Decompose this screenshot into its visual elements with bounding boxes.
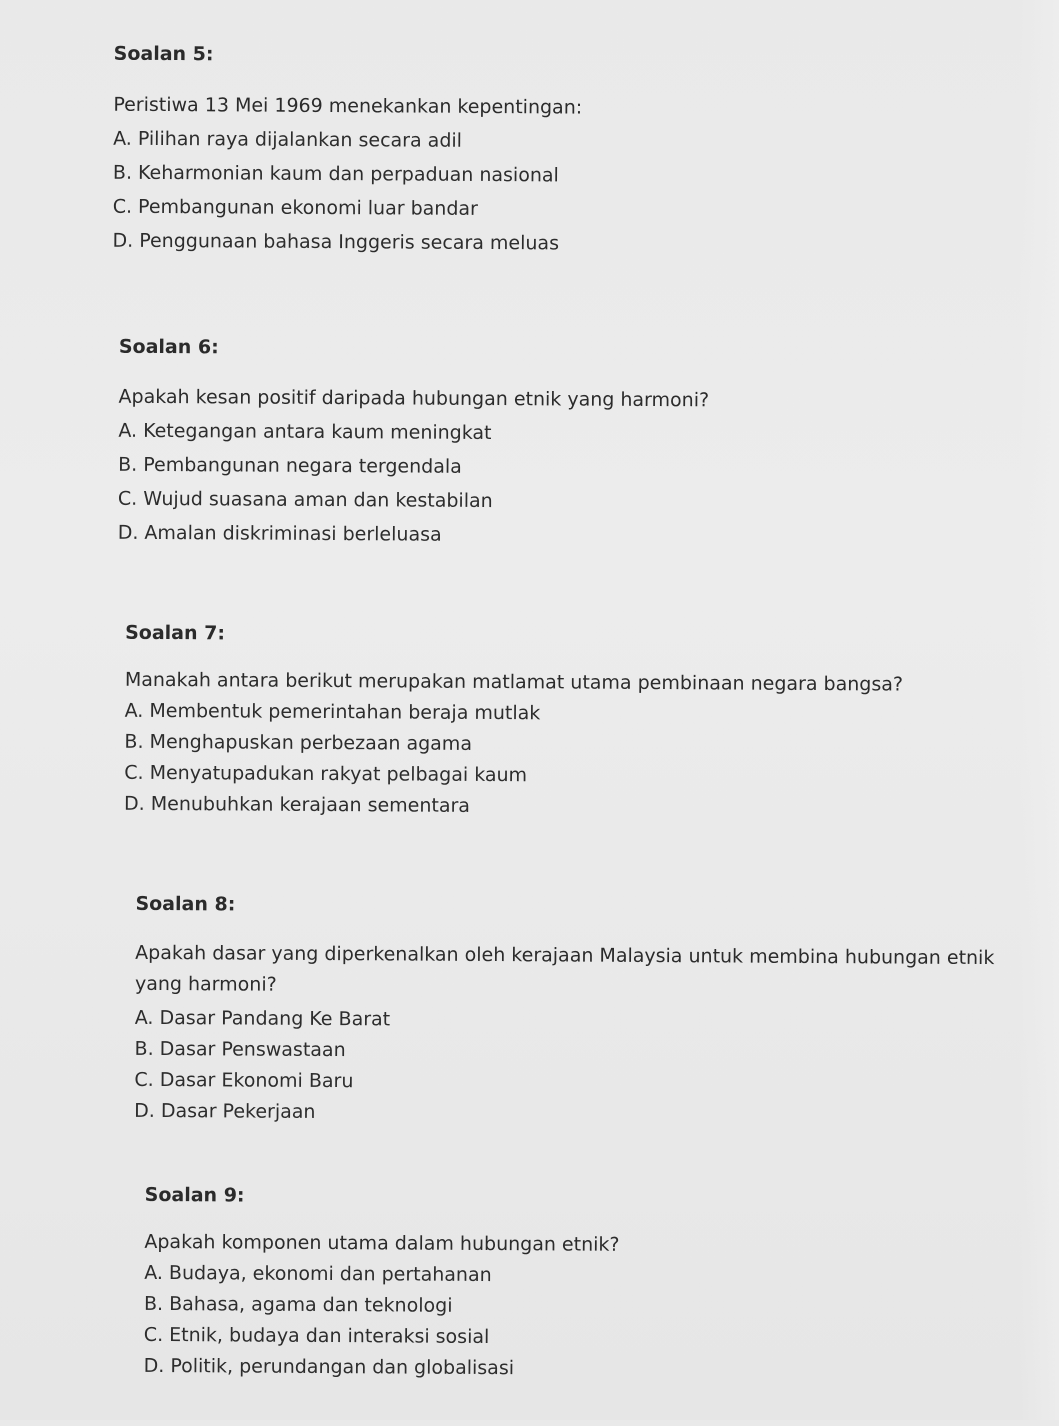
- option-c: C. Wujud suasana aman dan kestabilan: [117, 487, 493, 513]
- question-title: Soalan 6:: [118, 335, 219, 359]
- option-a: A. Dasar Pandang Ke Barat: [134, 1006, 391, 1031]
- question-text: Peristiwa 13 Mei 1969 menekankan kepentingan:: [113, 93, 583, 119]
- option-a: A. Ketegangan antara kaum meningkat: [118, 419, 492, 445]
- question-title: Soalan 8:: [135, 892, 236, 916]
- question-9: [144, 1184, 620, 1380]
- question-title: Soalan 5:: [113, 42, 214, 66]
- option-c: C. Pembangunan ekonomi luar bandar: [112, 195, 478, 220]
- question-6: [118, 336, 710, 548]
- option-b: B. Dasar Penswastaan: [134, 1037, 346, 1062]
- question-text: Apakah dasar yang diperkenalkan oleh kerajaan Malaysia untuk membina hubungan etnik yang harmoni?: [134, 941, 995, 996]
- option-b: B. Keharmonian kaum dan perpaduan nasional: [112, 161, 559, 187]
- page-edge-shading: [1019, 0, 1059, 1420]
- option-a: A. Membentuk pemerintahan beraja mutlak: [124, 699, 541, 725]
- option-d: D. Politik, perundangan dan globalisasi: [143, 1354, 515, 1380]
- option-b: B. Pembangunan negara tergendala: [118, 453, 462, 478]
- option-c: C. Etnik, budaya dan interaksi sosial: [143, 1323, 490, 1349]
- question-7: [124, 622, 903, 820]
- option-a: A. Pilihan raya dijalankan secara adil: [113, 127, 463, 152]
- option-b: B. Menghapuskan perbezaan agama: [124, 730, 473, 755]
- question-title: Soalan 9:: [144, 1183, 245, 1207]
- option-c: C. Dasar Ekonomi Baru: [134, 1068, 354, 1093]
- question-8: [134, 893, 1015, 1127]
- option-b: B. Bahasa, agama dan teknologi: [143, 1292, 453, 1317]
- option-d: D. Amalan diskriminasi berleluasa: [117, 521, 442, 546]
- option-d: D. Menubuhkan kerajaan sementara: [124, 792, 471, 817]
- question-text: Apakah komponen utama dalam hubungan etnik?: [144, 1230, 620, 1256]
- question-text: Manakah antara berikut merupakan matlamat utama pembinaan negara bangsa?: [124, 668, 904, 696]
- option-c: C. Menyatupadukan rakyat pelbagai kaum: [124, 761, 528, 787]
- question-title: Soalan 7:: [125, 621, 226, 645]
- question-5: [112, 43, 582, 255]
- option-d: D. Dasar Pekerjaan: [134, 1099, 316, 1123]
- option-d: D. Penggunaan bahasa Inggeris secara meluas: [112, 229, 560, 255]
- question-text: Apakah kesan positif daripada hubungan etnik yang harmoni?: [118, 385, 710, 412]
- option-a: A. Budaya, ekonomi dan pertahanan: [144, 1261, 492, 1287]
